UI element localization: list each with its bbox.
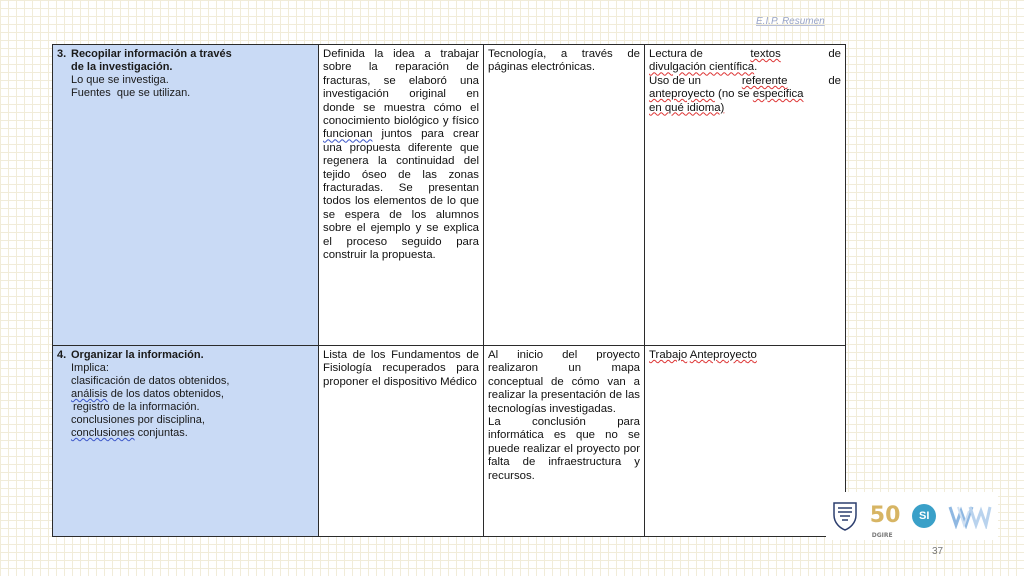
table-row (53, 45, 846, 346)
step-title: 4. Organizar la información. (57, 349, 204, 361)
activity-cell: Trabajo Anteproyecto (645, 346, 846, 537)
step-detail: Implica: (71, 362, 109, 374)
step-detail: conclusiones por disciplina, (71, 414, 205, 426)
step-detail: clasificación de datos obtenidos, (71, 375, 230, 387)
fifty-anniversary-logo: 50 DGIRE (869, 503, 901, 539)
resource-cell: Al inicio del proyecto realizaron un mapa conceptual de cómo van a realizar la presentación de las tecnologías investigadas. La conclusión para informática es que no se puede realizar el proyecto por falta de infraestructura y recursos. (484, 346, 645, 537)
resource-cell: Tecnología, a través de páginas electrónicas. (484, 45, 645, 346)
step-detail: Lo que se investiga. (71, 74, 169, 86)
unam-shield-icon (832, 501, 858, 531)
step-cell (53, 45, 319, 346)
si-logo: SI (912, 504, 936, 528)
description-cell: Lista de los Fundamentos de Fisiología recuperados para proponer el dispositivo Médico (319, 346, 484, 537)
summary-table (52, 44, 846, 537)
table-row (53, 346, 846, 537)
institution-logos (826, 492, 998, 540)
step-detail: Fuentes que se utilizan. (71, 87, 191, 99)
activity-cell: Lectura de textos de divulgación científica. Uso de un referente de anteproyecto (no se especifica en qué idioma) (645, 45, 846, 346)
step-detail: análisis de los datos obtenidos, (71, 388, 224, 400)
step-title-continued: de la investigación. (71, 61, 173, 73)
step-cell (53, 346, 319, 537)
header-label: E.I.P. Resumen (756, 16, 825, 27)
page-number: 37 (932, 546, 944, 557)
description-cell: Definida la idea a trabajar sobre la reparación de fracturas, se elaboró una investigación original en donde se muestra cómo el conocimiento biológico y físico funcionan juntos para crear una propuesta diferente que regenera la continuidad del tejido óseo de las zonas fracturadas. Se presentan todos los elementos de lo que se espera de los alumnos sobre el ejemplo y se explica el proceso seguido para construir la propuesta. (319, 45, 484, 346)
step-detail: conclusiones conjuntas. (71, 427, 188, 439)
wave-logo-icon (948, 503, 992, 529)
step-title: 3. Recopilar información a través (57, 48, 232, 60)
step-detail: registro de la información. (73, 401, 200, 413)
